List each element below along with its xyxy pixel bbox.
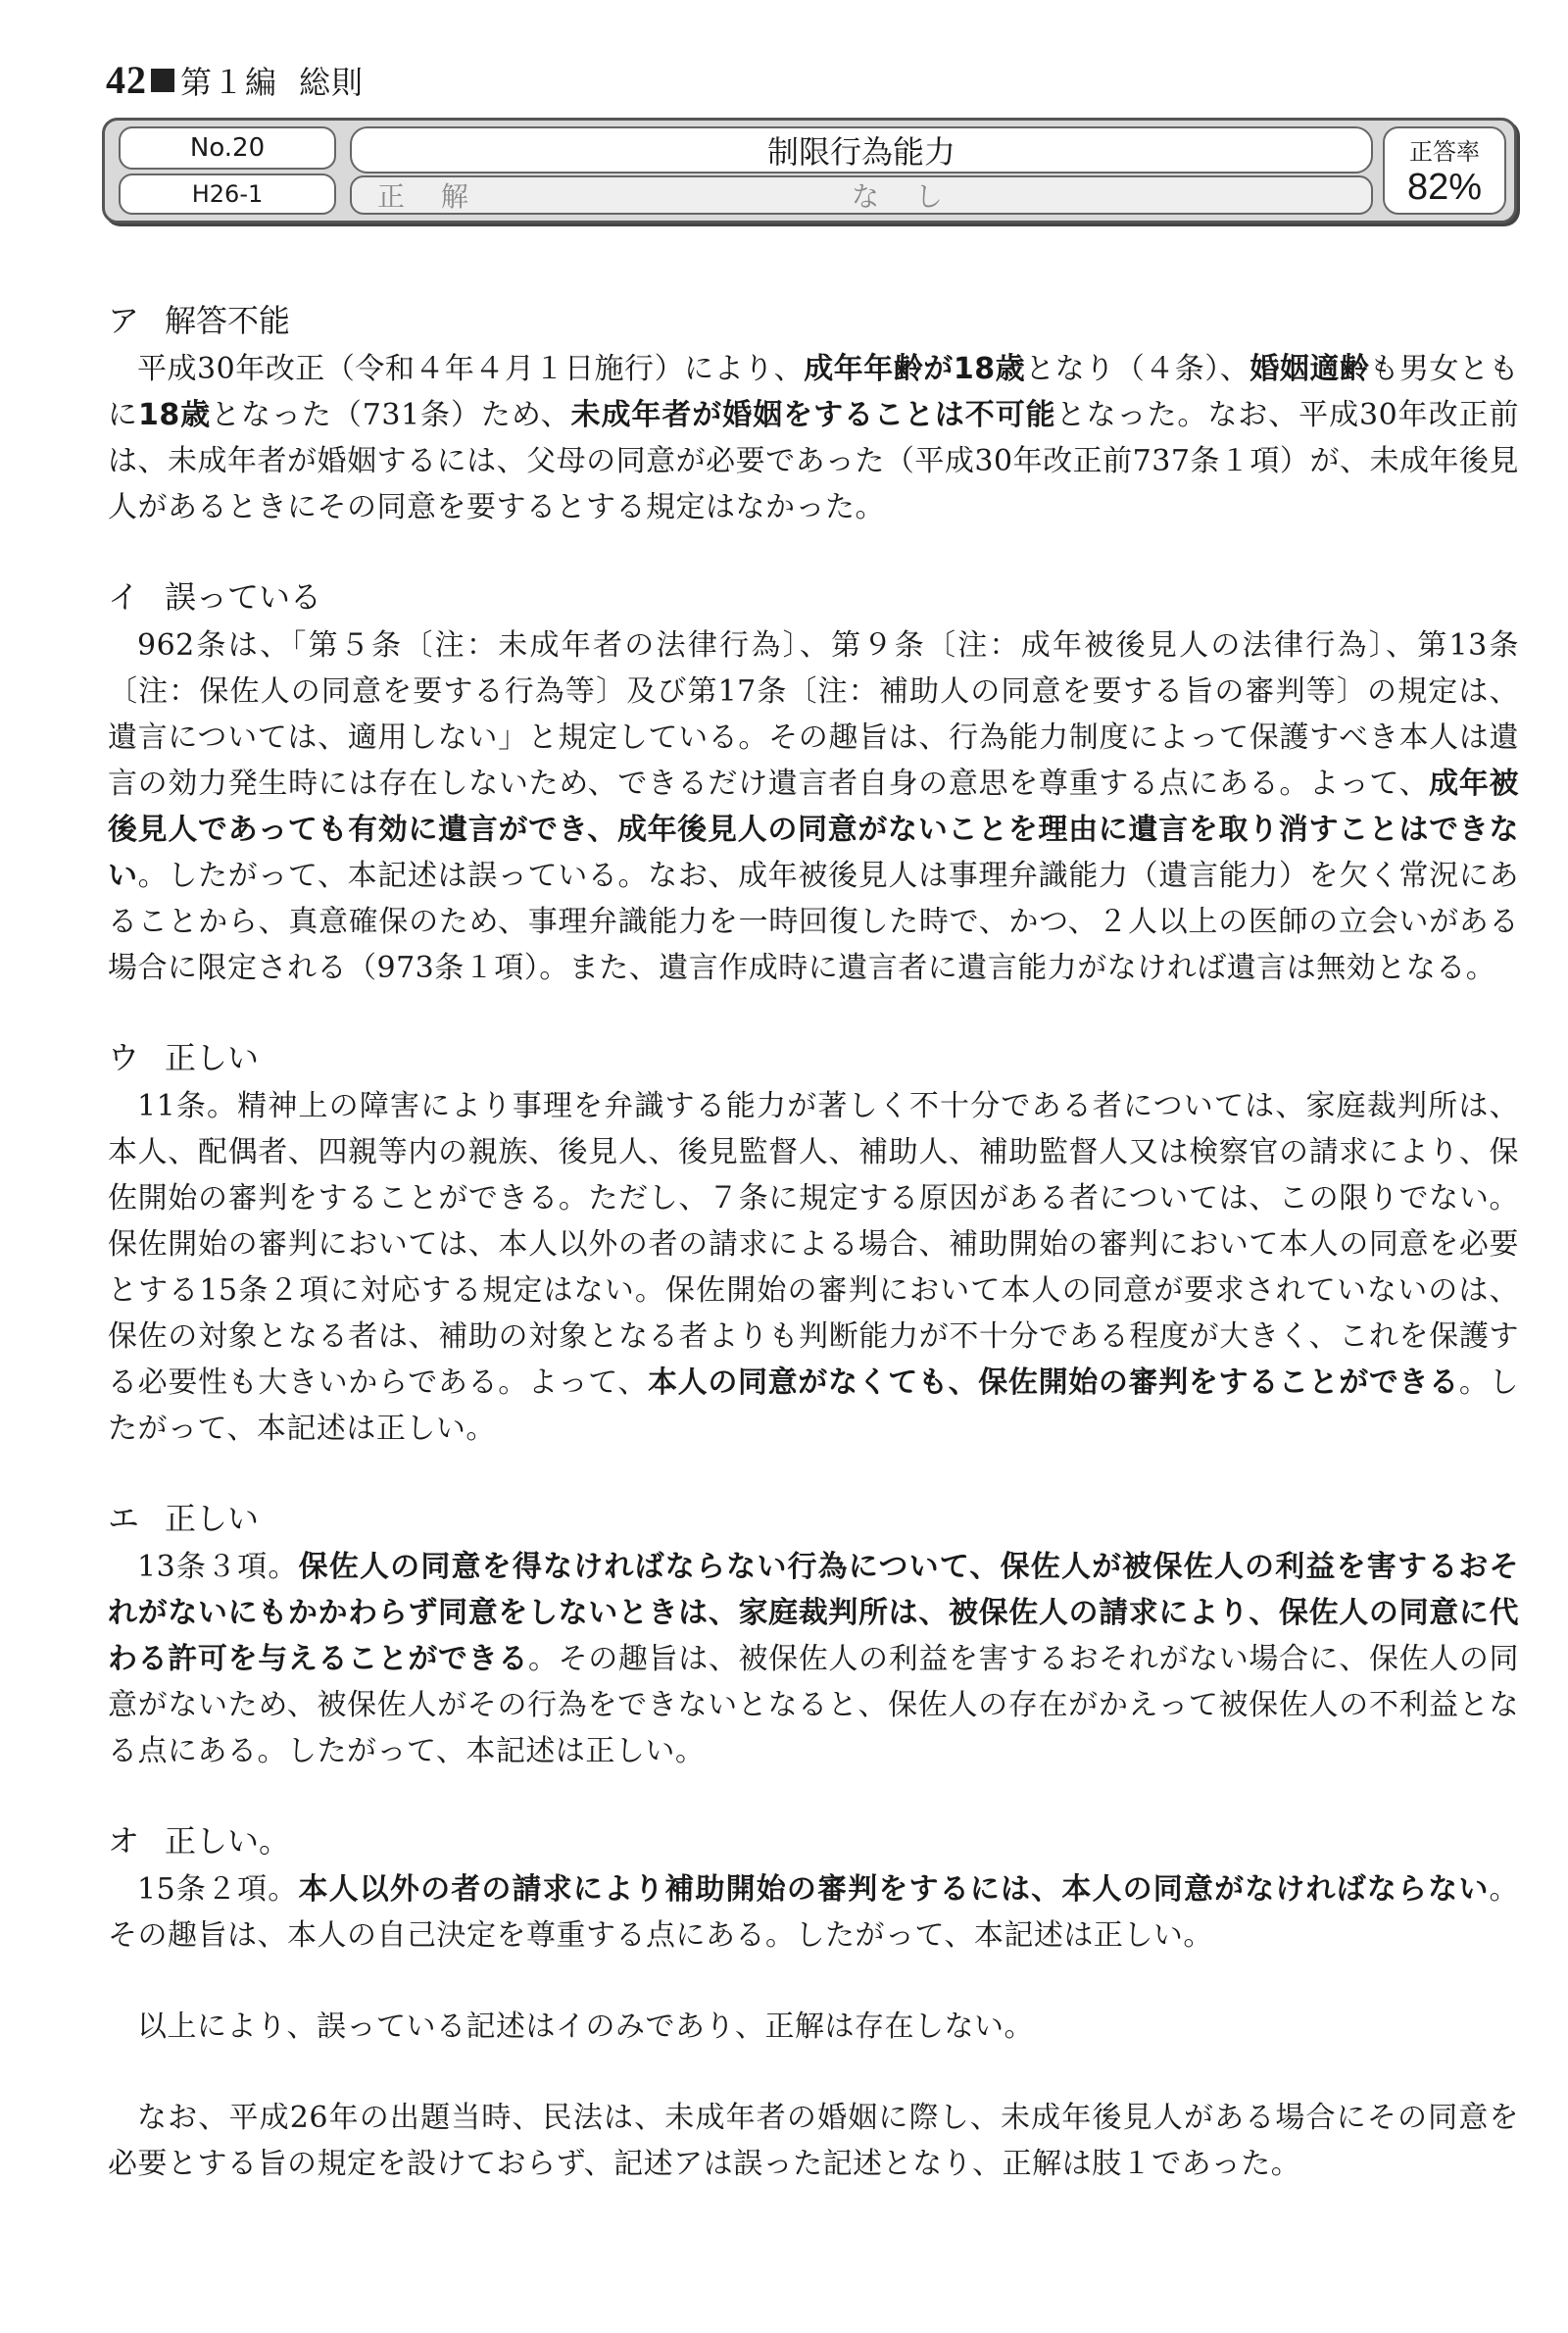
explanation-body <box>108 299 1519 2232</box>
emphasis-text: 未成年者が婚姻をすることは不可能 <box>570 398 1056 432</box>
emphasis-text: 本人の同意がなくても、保佐開始の審判をすることができる <box>648 1365 1459 1400</box>
header-part: 第１編 <box>180 63 278 101</box>
body-text: 平成30年改正（令和４年４月１日施行）により、 <box>137 352 805 386</box>
question-year: H26-1 <box>119 174 336 215</box>
section-2 <box>108 575 1519 991</box>
header-square-icon <box>151 69 174 92</box>
emphasis-text: 成年被後見人であっても有効に遺言ができ、成年後見人の同意がないことを理由に遺言を取り消すことはできない <box>108 767 1520 893</box>
section-verdict: 解答不能 <box>165 302 291 339</box>
body-text: となった（731条）ため、 <box>211 398 571 432</box>
conclusion-paragraph: 以上により、誤っている記述はイのみであり、正解は存在しない。 <box>137 2010 1034 2044</box>
body-text: となった。なお、平成30年改正前は、未成年者が婚姻するには、父母の同意が必要であった（平成30年改正前737条１項）が、未成年後見人があるときにその同意を要するとする規定はなかった。 <box>108 398 1520 524</box>
correct-rate-box <box>1383 126 1506 215</box>
emphasis-text: 18歳 <box>137 398 212 432</box>
section-mark: ウ <box>108 1039 140 1076</box>
section-mark: エ <box>108 1500 140 1537</box>
answer-row <box>350 175 1373 215</box>
section-mark: ア <box>108 302 140 339</box>
section-heading <box>108 1819 1519 1862</box>
body-text: 11条。精神上の障害により事理を弁識する能力が著しく不十分である者については、家庭裁判所は、本人、配偶者、四親等内の親族、後見人、後見監督人、補助人、補助監督人又は検察官の請求により、保佐開始の審判をすることができる。ただし、７条に規定する原因がある者については、この限りでない。保佐開始の審判においては、本人以外の者の請求による場合、補助開始の審判において本人の同意を必要とする15条２項に対応する規定はない。保佐開始の審判において本人の同意が要求されていないのは、保佐の対象となる者は、補助の対象となる者よりも判断能力が不十分である程度が大きく、これを保護する必要性も大きいからである。よって、 <box>108 1089 1519 1400</box>
section-paragraph <box>108 622 1519 991</box>
emphasis-text: 婚姻適齢 <box>1250 352 1370 386</box>
body-text: となり（４条）、 <box>1025 352 1250 386</box>
section-verdict: 正しい <box>165 1039 260 1076</box>
body-text: 。したがって、本記述は誤っている。なお、成年被後見人は事理弁識能力（遺言能力）を欠く常況にあることから、真意確保のため、事理弁識能力を一時回復した時で、かつ、２人以上の医師の立会いがある場合に限定される（973条１項）。また、遺言作成時に遺言者に遺言能力がなければ遺言は無効となる。 <box>108 859 1519 985</box>
body-text: 。したがって、本記述は正しい。 <box>108 1365 1520 1446</box>
body-text: 15条２項。 <box>137 1872 299 1907</box>
header-chapter: 総則 <box>299 63 365 101</box>
section-5 <box>108 1819 1519 1959</box>
page-number: 42 <box>106 58 147 102</box>
question-number: No.20 <box>119 126 336 170</box>
body-text: 962条は、「第５条〔注：未成年者の法律行為〕、第９条〔注：成年被後見人の法律行為〕、第13条〔注：保佐人の同意を要する行為等〕及び第17条〔注：補助人の同意を要する旨の審判等〕の規定は、遺言については、適用しない」と規定している。その趣旨は、行為能力制度によって保護すべき本人は遺言の効力発生時には存在しないため、できるだけ遺言者自身の意思を尊重する点にある。よって、 <box>108 628 1519 801</box>
correct-rate-value: 82% <box>1406 167 1483 208</box>
section-heading <box>108 299 1519 342</box>
section-verdict: 誤っている <box>165 578 322 616</box>
question-box <box>102 118 1517 223</box>
section-paragraph <box>108 1083 1519 1452</box>
emphasis-text: 成年年齢が18歳 <box>804 352 1026 386</box>
section-heading <box>108 1036 1519 1079</box>
section-3 <box>108 1036 1519 1452</box>
section-paragraph <box>108 1866 1519 1959</box>
body-text: 。その趣旨は、本人の自己決定を尊重する点にある。したがって、本記述は正しい。 <box>108 1872 1519 1953</box>
section-mark: オ <box>108 1822 140 1860</box>
question-title: 制限行為能力 <box>350 126 1373 174</box>
section-verdict: 正しい。 <box>165 1822 291 1860</box>
section-4 <box>108 1497 1519 1774</box>
section-1 <box>108 299 1519 530</box>
section-verdict: 正しい <box>165 1500 260 1537</box>
emphasis-text: 本人以外の者の請求により補助開始の審判をするには、本人の同意がなければならない <box>298 1872 1490 1907</box>
body-text: も男女ともに <box>108 352 1520 432</box>
section-paragraph <box>108 1544 1519 1774</box>
section-mark: イ <box>108 578 140 616</box>
section-heading <box>108 1497 1519 1540</box>
page-header <box>106 57 364 103</box>
section-paragraph <box>108 346 1519 530</box>
emphasis-text: 保佐人の同意を得なければならない行為について、保佐人が被保佐人の利益を害するおそれがないにもかかわらず同意をしないときは、家庭裁判所は、被保佐人の請求により、保佐人の同意に代わる許可を与えることができる <box>108 1550 1519 1676</box>
answer-label: 正 解 <box>377 180 482 213</box>
section-heading <box>108 575 1519 619</box>
correct-rate-label: 正答率 <box>1409 138 1480 166</box>
body-text: 13条３項。 <box>137 1550 299 1584</box>
sections-container <box>108 299 1519 1959</box>
body-text: 。その趣旨は、被保佐人の利益を害するおそれがない場合に、保佐人の同意がないため、被保佐人がその行為をできないとなると、保佐人の存在がかえって被保佐人の不利益となる点にある。したがって、本記述は正しい。 <box>108 1642 1520 1768</box>
answer-value: な し <box>852 180 956 213</box>
note-paragraph: なお、平成26年の出題当時、民法は、未成年者の婚姻に際し、未成年後見人がある場合にその同意を必要とする旨の規定を設けておらず、記述アは誤った記述となり、正解は肢１であった。 <box>108 2101 1519 2181</box>
